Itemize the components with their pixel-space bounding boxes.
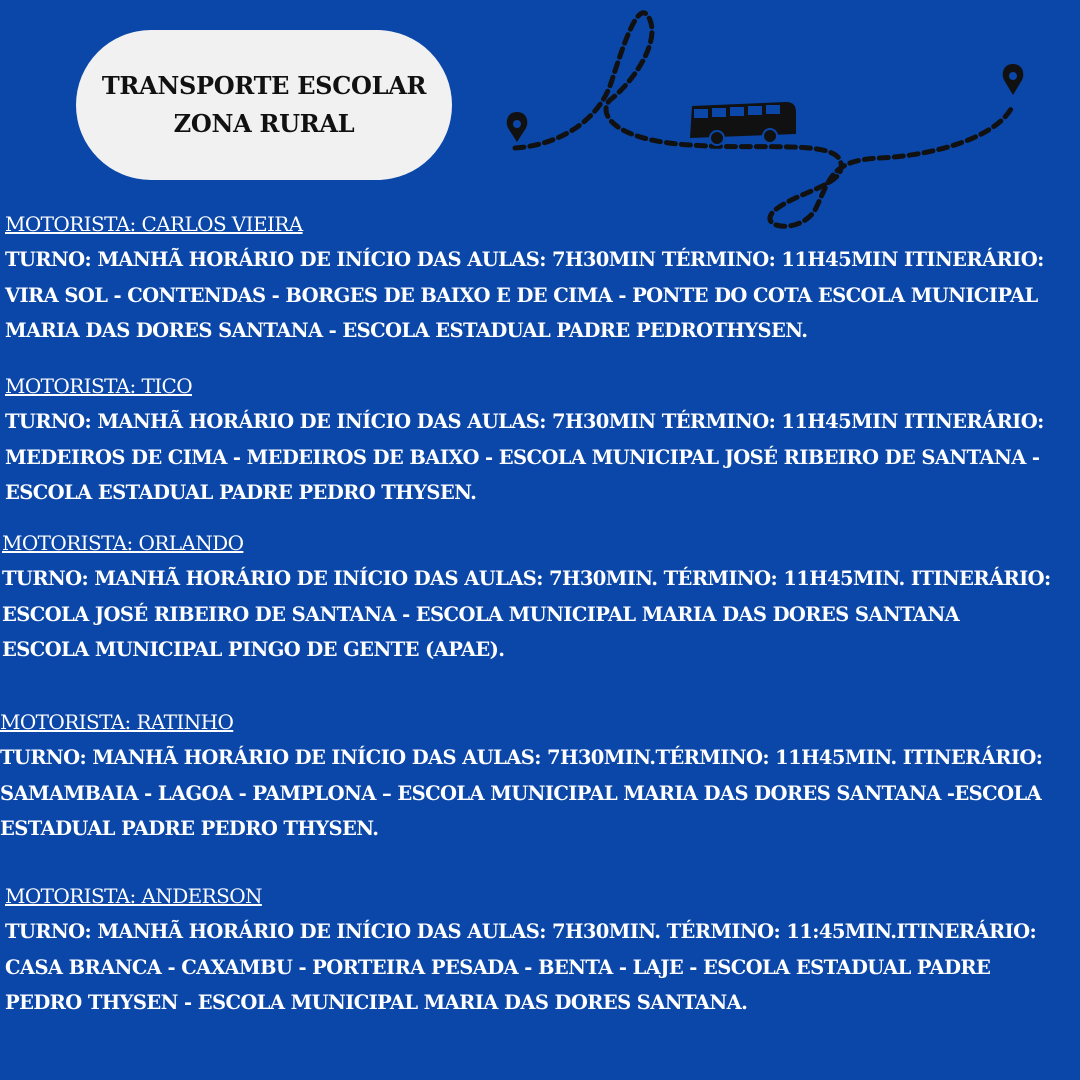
route-line: MEDEIROS DE CIMA - MEDEIROS DE BAIXO - ESCOLA MUNICIPAL JOSÉ RIBEIRO DE SANTANA - bbox=[5, 445, 1040, 469]
driver-card bbox=[5, 368, 1044, 511]
location-pin-icon bbox=[507, 112, 528, 142]
driver-card bbox=[2, 525, 1051, 668]
route-line: MARIA DAS DORES SANTANA - ESCOLA ESTADUAL PADRE PEDROTHYSEN. bbox=[5, 319, 808, 342]
schedule-line: TURNO: MANHÃ HORÁRIO DE INÍCIO DAS AULAS: 7H30MIN.TÉRMINO: 11H45MIN. ITINERÁRIO: bbox=[0, 746, 1043, 769]
route-line: ESCOLA MUNICIPAL PINGO DE GENTE (APAE). bbox=[2, 638, 505, 661]
route-line: CASA BRANCA - CAXAMBU - PORTEIRA PESADA - BENTA - LAJE - ESCOLA ESTADUAL PADRE bbox=[5, 955, 991, 979]
route-line: ESCOLA JOSÉ RIBEIRO DE SANTANA - ESCOLA MUNICIPAL MARIA DAS DORES SANTANA bbox=[2, 602, 960, 626]
route-line: PEDRO THYSEN - ESCOLA MUNICIPAL MARIA DAS DORES SANTANA. bbox=[5, 991, 748, 1014]
route-line: ESCOLA ESTADUAL PADRE PEDRO THYSEN. bbox=[5, 481, 477, 504]
driver-name: MOTORISTA: RATINHO bbox=[0, 710, 234, 734]
driver-name: MOTORISTA: TICO bbox=[5, 374, 192, 398]
route-line: SAMAMBAIA - LAGOA - PAMPLONA – ESCOLA MUNICIPAL MARIA DAS DORES SANTANA -ESCOLA bbox=[0, 781, 1042, 805]
schedule-line: TURNO: MANHÃ HORÁRIO DE INÍCIO DAS AULAS: 7H30MIN. TÉRMINO: 11:45MIN.ITINERÁRIO: bbox=[5, 920, 1037, 943]
route-line: VIRA SOL - CONTENDAS - BORGES DE BAIXO E DE CIMA - PONTE DO COTA ESCOLA MUNICIPAL bbox=[5, 283, 1038, 307]
driver-card bbox=[5, 878, 1036, 1021]
bus-icon bbox=[690, 102, 796, 145]
schedule-line: TURNO: MANHÃ HORÁRIO DE INÍCIO DAS AULAS: 7H30MIN TÉRMINO: 11H45MIN ITINERÁRIO: bbox=[5, 410, 1044, 433]
driver-name: MOTORISTA: ORLANDO bbox=[2, 531, 244, 555]
title-pill bbox=[76, 30, 452, 180]
driver-card bbox=[5, 206, 1044, 349]
driver-card bbox=[0, 704, 1042, 847]
driver-name: MOTORISTA: CARLOS VIEIRA bbox=[5, 212, 303, 236]
route-line: ESTADUAL PADRE PEDRO THYSEN. bbox=[0, 817, 379, 840]
page-title-line-2: ZONA RURAL bbox=[173, 109, 355, 138]
schedule-line: TURNO: MANHÃ HORÁRIO DE INÍCIO DAS AULAS: 7H30MIN. TÉRMINO: 11H45MIN. ITINERÁRIO: bbox=[2, 567, 1051, 590]
driver-name: MOTORISTA: ANDERSON bbox=[5, 884, 262, 908]
route-illustration bbox=[495, 0, 1035, 235]
location-pin-icon bbox=[1003, 64, 1024, 95]
page-title-line-1: TRANSPORTE ESCOLAR bbox=[101, 71, 427, 100]
schedule-line: TURNO: MANHÃ HORÁRIO DE INÍCIO DAS AULAS: 7H30MIN TÉRMINO: 11H45MIN ITINERÁRIO: bbox=[5, 248, 1044, 271]
